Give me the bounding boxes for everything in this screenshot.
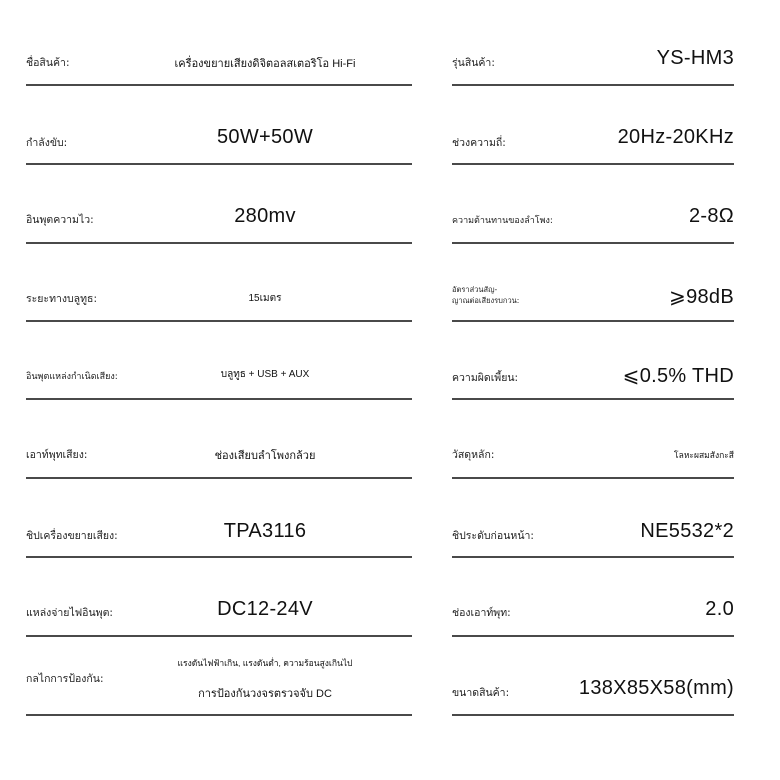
input-sensitivity-label: อินพุตความไว: — [26, 214, 94, 226]
audio-output-label: เอาท์พุทเสียง: — [26, 449, 88, 461]
frequency-label: ช่วงความถี่: — [452, 137, 506, 149]
divider-line — [452, 398, 734, 400]
product-name-value: เครื่องขยายเสียงดิจิตอลสเตอริโอ Hi-Fi — [174, 58, 356, 70]
product-name-label: ชื่อสินค้า: — [26, 57, 70, 69]
divider-line — [452, 242, 734, 244]
power-value: 50W+50W — [216, 126, 314, 148]
snr-value: ⩾98dB — [669, 286, 734, 308]
divider-line — [26, 635, 412, 637]
divider-line — [26, 398, 412, 400]
bluetooth-range-label: ระยะทางบลูทูธ: — [26, 293, 97, 305]
audio-input-value: บลูทูธ + USB + AUX — [220, 369, 310, 380]
divider-line — [452, 84, 734, 86]
divider-line — [452, 320, 734, 322]
protection-value-line2: การป้องกันวงจรตรวจจับ DC — [198, 688, 332, 700]
distortion-value: ⩽0.5% THD — [622, 365, 734, 387]
divider-line — [26, 477, 412, 479]
divider-line — [452, 635, 734, 637]
snr-label-line1: อัตราส่วนสัญ- — [452, 285, 498, 294]
bluetooth-range-value: 15เมตร — [248, 293, 282, 304]
audio-input-label: อินพุตแหล่งกำเนิดเสียง: — [26, 372, 118, 382]
protection-value-line1: แรงดันไฟฟ้าเกิน, แรงดันต่ำ, ความร้อนสูงเกินไป — [177, 658, 353, 668]
power-supply-label: แหล่งจ่ายไฟอินพุต: — [26, 607, 113, 619]
distortion-label: ความผิดเพี้ยน: — [452, 372, 519, 384]
input-sensitivity-value: 280mv — [234, 205, 296, 227]
frequency-value: 20Hz-20KHz — [617, 126, 734, 148]
divider-line — [26, 84, 412, 86]
amp-chip-label: ชิปเครื่องขยายเสียง: — [26, 530, 118, 542]
output-channel-label: ช่องเอาท์พุท: — [452, 607, 511, 619]
model-value: YS-HM3 — [656, 47, 734, 69]
divider-line — [26, 714, 412, 716]
preamp-chip-value: NE5532*2 — [640, 520, 734, 542]
impedance-value: 2-8Ω — [688, 205, 734, 227]
impedance-label: ความต้านทานของลำโพง: — [452, 216, 553, 226]
audio-output-value: ช่องเสียบลำโพงกล้วย — [214, 450, 316, 462]
dimensions-value: 138X85X58(mm) — [578, 677, 734, 699]
dimensions-label: ขนาดสินค้า: — [452, 687, 510, 699]
model-label: รุ่นสินค้า: — [452, 57, 495, 69]
power-label: กำลังขับ: — [26, 137, 68, 149]
divider-line — [452, 163, 734, 165]
divider-line — [452, 477, 734, 479]
material-value: โลหะผสมสังกะสี — [674, 450, 734, 460]
divider-line — [26, 242, 412, 244]
output-channel-value: 2.0 — [705, 598, 734, 620]
divider-line — [26, 163, 412, 165]
divider-line — [452, 556, 734, 558]
divider-line — [26, 556, 412, 558]
protection-label: กลไกการป้องกัน: — [26, 673, 104, 685]
preamp-chip-label: ชิประดับก่อนหน้า: — [452, 530, 534, 542]
divider-line — [26, 320, 412, 322]
divider-line — [452, 714, 734, 716]
amp-chip-value: TPA3116 — [223, 520, 307, 542]
material-label: วัสดุหลัก: — [452, 449, 495, 461]
power-supply-value: DC12-24V — [217, 598, 313, 620]
snr-label-line2: ญาณต่อเสียงรบกวน: — [452, 296, 520, 305]
